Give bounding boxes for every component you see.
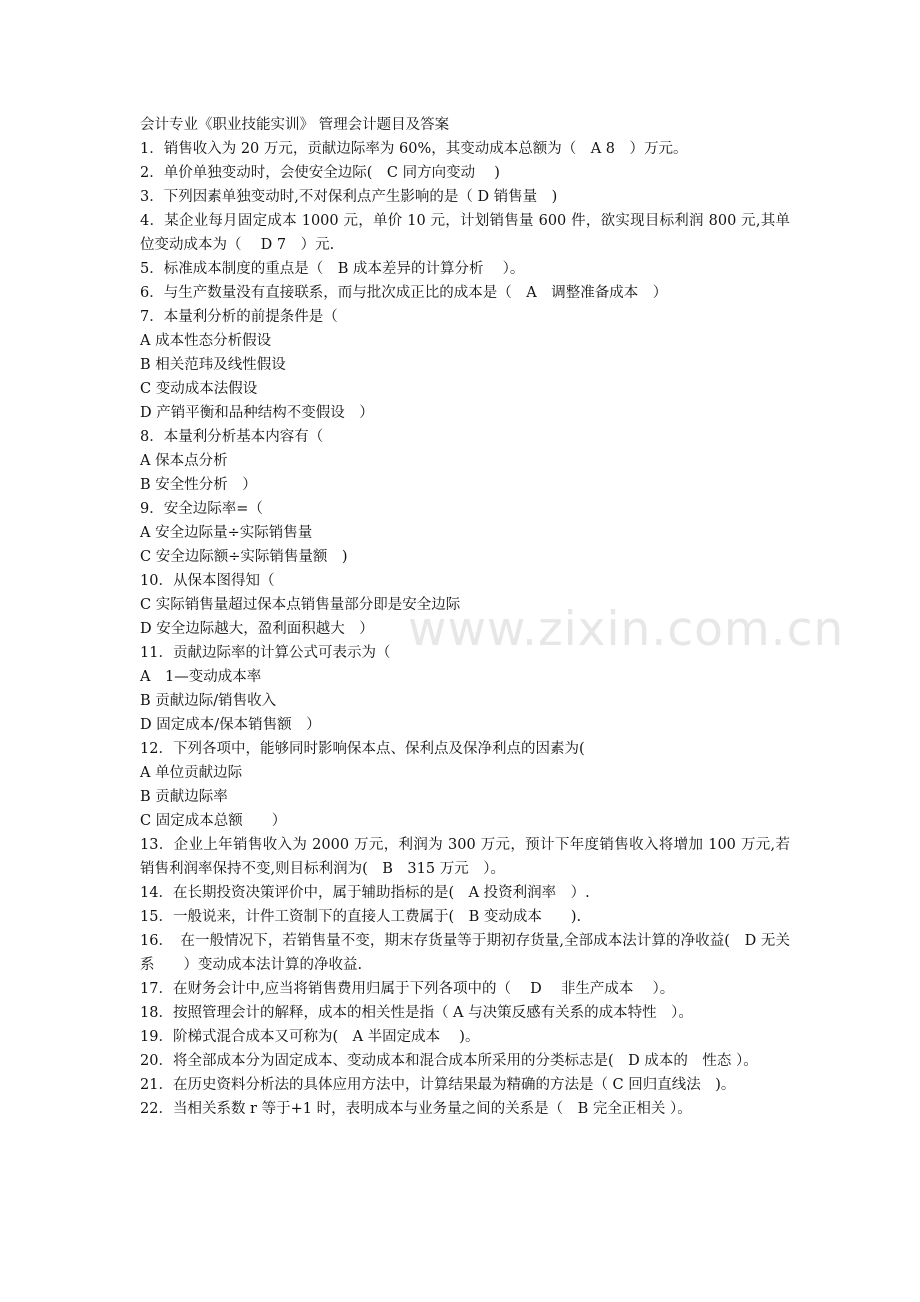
option-line: C 实际销售量超过保本点销售量部分即是安全边际 [140, 597, 461, 613]
option-line: B 贡献边际/销售收入 [140, 693, 277, 709]
option-line: B 相关范玮及线性假设 [140, 357, 286, 373]
question-9: 9．安全边际率=（ [140, 501, 263, 517]
question-1: 1．销售收入为 20 万元，贡献边际率为 60%，其变动成本总额为（ A 8 ）万元。 [140, 141, 688, 157]
option-line: A 保本点分析 [140, 453, 228, 469]
question-3: 3．下列因素单独变动时,不对保利点产生影响的是（ D 销售量 ) [140, 189, 558, 205]
option-line: A 成本性态分析假设 [140, 333, 272, 349]
option-line: B 安全性分析 ） [140, 477, 257, 493]
option-line: A 1—变动成本率 [140, 669, 262, 685]
question-7: 7．本量利分析的前提条件是（ [140, 309, 338, 325]
question-22: 22．当相关系数 r 等于+1 时，表明成本与业务量之间的关系是（ B 完全正相关 ）。 [140, 1101, 692, 1117]
question-16: 16． 在一般情况下，若销售量不变，期末存货量等于期初存货量,全部成本法计算的净收益( D 无关系 ）变动成本法计算的净收益. [140, 933, 790, 973]
question-14: 14．在长期投资决策评价中，属于辅助指标的是( A 投资利润率 ）. [140, 885, 590, 901]
option-line: D 安全边际越大，盈利面积越大 ） [140, 621, 374, 637]
question-12: 12．下列各项中，能够同时影响保本点、保利点及保净利点的因素为( [140, 741, 585, 757]
question-19: 19．阶梯式混合成本又可称为( A 半固定成本 )。 [140, 1029, 480, 1045]
option-line: A 单位贡献边际 [140, 765, 243, 781]
option-line: C 固定成本总额 ） [140, 813, 287, 829]
watermark-text: www.zixin.com.cn [408, 602, 845, 657]
question-15: 15．一般说来，计件工资制下的直接人工费属于( B 变动成本 ). [140, 909, 582, 925]
question-4: 4．某企业每月固定成本 1000 元，单价 10 元，计划销售量 600 件，欲实现目标利润 800 元,其单位变动成本为（ D 7 ）元. [140, 213, 790, 253]
question-2: 2．单价单独变动时，会使安全边际( C 同方向变动 ) [140, 165, 500, 181]
option-line: A 安全边际量÷实际销售量 [140, 525, 313, 541]
option-line: C 变动成本法假设 [140, 381, 258, 397]
question-17: 17．在财务会计中,应当将销售费用归属于下列各项中的（ D 非生产成本 ）。 [140, 981, 675, 997]
document-body [140, 113, 790, 1121]
question-18: 18．按照管理会计的解释，成本的相关性是指（ A 与决策反感有关系的成本特性 ）。 [140, 1005, 693, 1021]
option-line: D 产销平衡和品种结构不变假设 ） [140, 405, 374, 421]
question-10: 10．从保本图得知（ [140, 573, 275, 589]
question-5: 5．标准成本制度的重点是（ B 成本差异的计算分析 ）。 [140, 261, 525, 277]
question-11: 11．贡献边际率的计算公式可表示为（ [140, 645, 391, 661]
option-line: C 安全边际额÷实际销售量额 ) [140, 549, 348, 565]
option-line: B 贡献边际率 [140, 789, 228, 805]
question-6: 6．与生产数量没有直接联系，而与批次成正比的成本是（ A 调整准备成本 ） [140, 285, 668, 301]
question-8: 8．本量利分析基本内容有（ [140, 429, 324, 445]
option-line: D 固定成本/保本销售额 ） [140, 717, 321, 733]
question-21: 21．在历史资料分析法的具体应用方法中，计算结果最为精确的方法是（ C 回归直线法 )。 [140, 1077, 736, 1093]
document-title: 会计专业《职业技能实训》 管理会计题目及答案 [140, 117, 450, 133]
question-13: 13．企业上年销售收入为 2000 万元，利润为 300 万元，预计下年度销售收入将增加 100 万元,若销售利润率保持不变,则目标利润为( B 315 万元 ）。 [140, 837, 790, 877]
question-20: 20．将全部成本分为固定成本、变动成本和混合成本所采用的分类标志是( D 成本的 性态 ）。 [140, 1053, 758, 1069]
